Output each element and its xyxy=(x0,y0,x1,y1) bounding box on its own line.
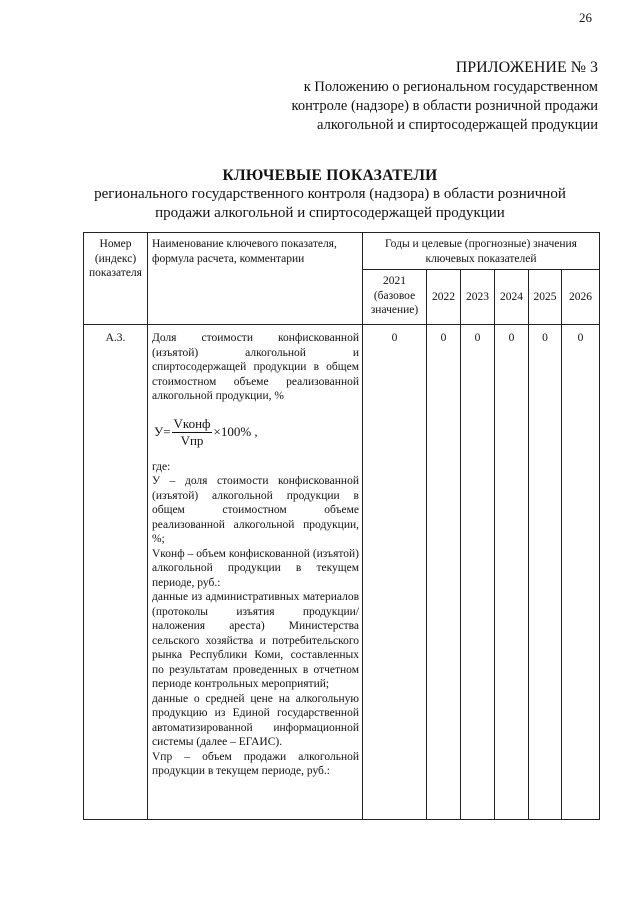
appendix-title: ПРИЛОЖЕНИЕ № 3 xyxy=(455,59,598,76)
heading-subtitle-line: продажи алкогольной и спиртосодержащей продукции xyxy=(155,205,505,221)
base-year-note: (базовое значение) xyxy=(370,289,419,316)
appendix-block xyxy=(292,58,598,135)
header-year: 2026 xyxy=(562,270,600,325)
row-indicator-id: А.3. xyxy=(84,325,148,820)
indicator-intro: Доля стоимости конфискованной (изъятой) алкогольной и спиртосодержащей продукции в общем стоимостном объеме реализованной алкогольной продукции, % xyxy=(152,332,359,402)
appendix-line: контроле (надзоре) в области розничной продажи xyxy=(291,98,598,114)
table-row xyxy=(84,325,600,820)
key-indicators-table xyxy=(83,232,600,820)
header-year: 2023 xyxy=(461,270,495,325)
page-number: 26 xyxy=(579,10,592,25)
heading-subtitle-line: регионального государственного контроля (надзора) в области розничной xyxy=(94,186,566,202)
data-source-admin: данные из административных материалов (протоколы изъятия продукции/наложения ареста) Министерства сельского хозяйства и потребительского рынка Республики Коми, составленных по результатам проведенных в отчетном периоде контрольных мероприятий; xyxy=(152,591,359,690)
header-indicator-name: Наименование ключевого показателя, формула расчета, комментарии xyxy=(148,233,363,325)
formula-numerator: Vконф xyxy=(173,416,211,431)
header-base-year xyxy=(363,270,427,325)
definition-u: У – доля стоимости конфискованной (изъятой) алкогольной продукции в общем стоимостном объеме реализованной алкогольной продукции, %; xyxy=(152,475,359,545)
appendix-line: к Положению о региональном государственном xyxy=(303,79,598,95)
header-year: 2022 xyxy=(427,270,461,325)
appendix-line: алкогольной и спиртосодержащей продукции xyxy=(317,117,598,133)
indicator-formula xyxy=(154,412,359,454)
value-2022: 0 xyxy=(427,325,461,820)
value-2021: 0 xyxy=(363,325,427,820)
where-label: где: xyxy=(152,460,171,473)
header-indicator-number: Номер (индекс) показателя xyxy=(84,233,148,325)
formula-denominator: Vпр xyxy=(180,433,204,448)
header-years-group: Годы и целевые (прогнозные) значения ключевых показателей xyxy=(363,233,600,270)
value-2024: 0 xyxy=(495,325,529,820)
formula-rhs: ×100% , xyxy=(213,424,258,440)
value-2023: 0 xyxy=(461,325,495,820)
header-year: 2024 xyxy=(495,270,529,325)
document-heading xyxy=(60,166,600,223)
definition-vpr: Vпр – объем продажи алкогольной продукции в текущем периоде, руб.: xyxy=(152,750,359,777)
heading-title: КЛЮЧЕВЫЕ ПОКАЗАТЕЛИ xyxy=(222,167,438,184)
base-year-label: 2021 xyxy=(383,275,406,287)
formula-lhs: У= xyxy=(154,424,171,440)
definition-vkonf: Vконф – объем конфискованной (изъятой) алкогольной продукции в текущем периоде, руб.: xyxy=(152,547,359,589)
data-source-price: данные о средней цене на алкогольную продукцию из Единой государственной автоматизированной информационной системы (далее – ЕГАИС). xyxy=(152,692,359,748)
header-year: 2025 xyxy=(529,270,562,325)
value-2025: 0 xyxy=(529,325,562,820)
formula-fraction xyxy=(172,416,213,449)
row-indicator-description xyxy=(148,325,363,820)
value-2026: 0 xyxy=(562,325,600,820)
